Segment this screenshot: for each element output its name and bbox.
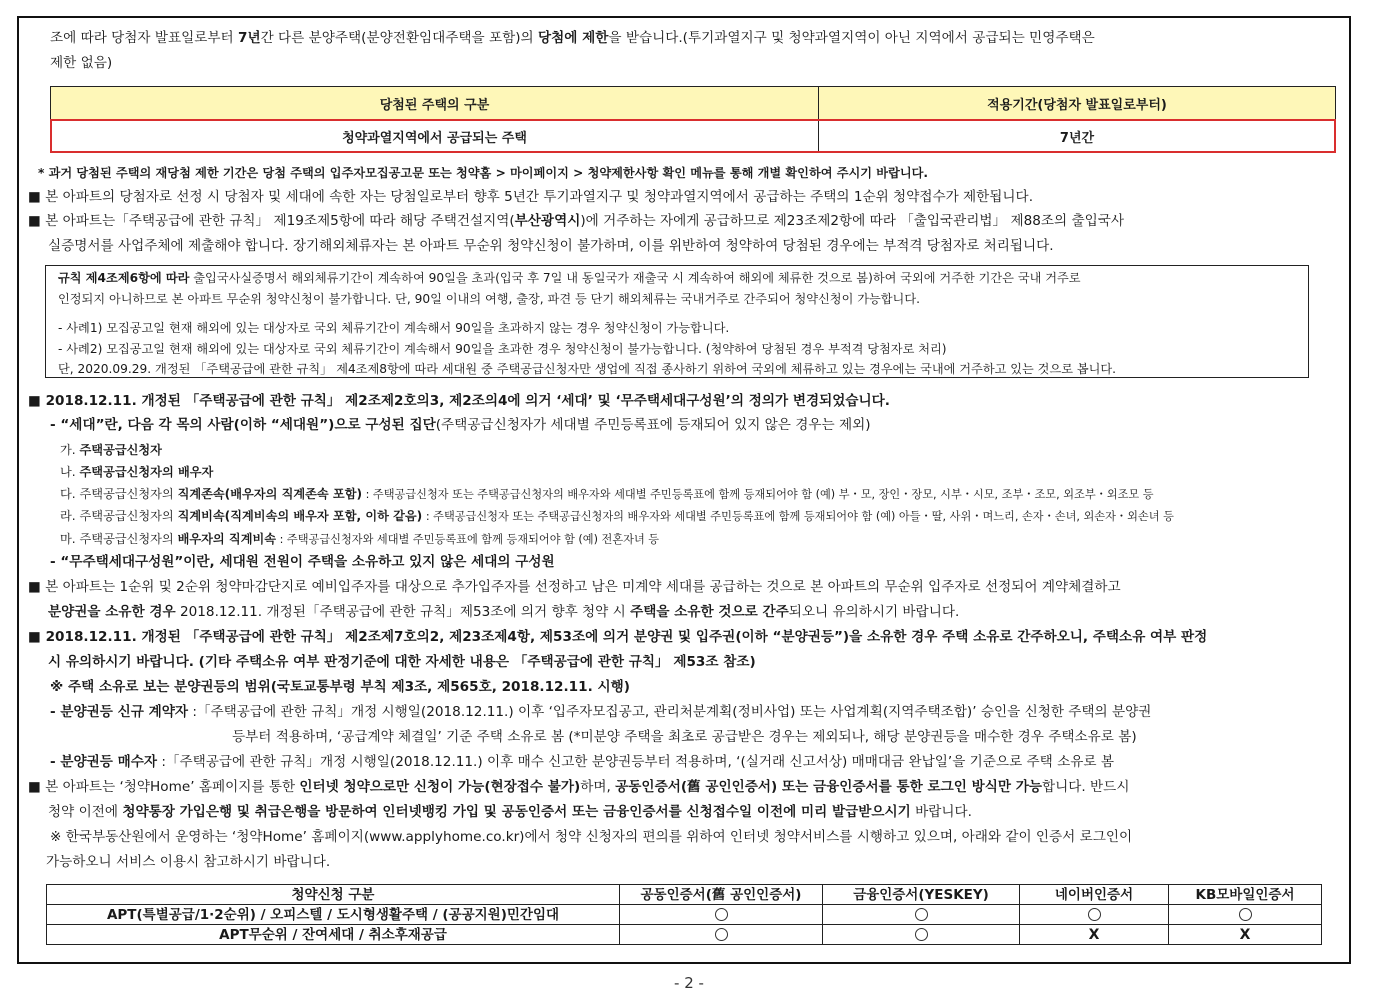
certificate-table: [46, 884, 1322, 945]
bullet-3: ■ 2018.12.11. 개정된 「주택공급에 관한 규칙」 제2조제2호의3, 제2조의4에 의거 ‘세대’ 및 ‘무주택세대구성원’의 정의가 변경되었습니다.: [28, 393, 890, 409]
circle-icon: [1239, 908, 1252, 921]
header-kb-cert: KB모바일인증서: [1169, 885, 1322, 905]
bullet-5-line-3: ※ 주택 소유로 보는 분양권등의 범위(국토교통부령 부칙 제3조, 제565호, 2018.12.11. 시행): [50, 679, 630, 695]
header-joint-cert: 공동인증서(舊 공인인증서): [620, 885, 823, 905]
circle-icon: [715, 908, 728, 921]
row-label: APT(특별공급/1·2순위) / 오피스텔 / 도시형생활주택 / (공공지원)민간임대: [47, 905, 620, 925]
row-label: APT무순위 / 잔여세대 / 취소후재공급: [47, 925, 620, 945]
box-line-3: - 사례1) 모집공고일 현재 해외에 있는 대상자로 국외 체류기간이 계속해서 90일을 초과하지 않는 경우 청약신청이 가능합니다.: [58, 321, 730, 335]
circle-icon: [1088, 908, 1101, 921]
def-homeless-member: - “무주택세대구성원”이란, 세대원 전원이 주택을 소유하고 있지 않은 세대의 구성원: [50, 554, 555, 570]
bullet-2-line-1: ■ 본 아파트는「주택공급에 관한 규칙」 제19조제5항에 따라 해당 주택건설지역(부산광역시)에 거주하는 자에게 공급하므로 제23조제2항에 따라 「출입국관리법」 제88조의 출입국사: [28, 213, 1124, 229]
circle-icon: [915, 908, 928, 921]
bullet-6-line-2: 청약 이전에 청약통장 가입은행 및 취급은행을 방문하여 인터넷뱅킹 가입 및 공동인증서 또는 금융인증서를 신청접수일 이전에 미리 발급받으시기 바랍니다.: [48, 804, 972, 820]
x-mark: X: [1239, 926, 1251, 943]
restriction-table: [50, 86, 1336, 153]
header-naver-cert: 네이버인증서: [1020, 885, 1169, 905]
cell-available: [823, 905, 1020, 925]
cell-available: [823, 925, 1020, 945]
x-mark: X: [1088, 926, 1100, 943]
certificate-table-header: [47, 885, 1322, 905]
def-item-ra: 라. 주택공급신청자의 직계비속(직계비속의 배우자 포함, 이하 같음) : 주택공급신청자 또는 주택공급신청자의 배우자와 세대별 주민등록표에 함께 등재되어야 함 (예) 아들・딸, 사위・며느리, 손자・손녀, 외손자・외손녀 등: [60, 509, 1174, 523]
new-contractor-line-2: 등부터 적용하며, ‘공급계약 체결일’ 기준 주택 소유로 봄 (*미분양 주택을 최초로 공급받은 경우는 제외되나, 해당 분양권등을 매수한 경우 주택소유로 봄): [232, 729, 1137, 745]
applyhome-note-line-1: ※ 한국부동산원에서 운영하는 ‘청약Home’ 홈페이지(www.applyhome.co.kr)에서 청약 신청자의 편의를 위하여 인터넷 청약서비스를 시행하고 있으며, 아래와 같이 인증서 로그인이: [50, 829, 1133, 845]
bullet-icon: ■: [28, 393, 41, 409]
bullet-icon: ■: [28, 189, 41, 205]
cell-available: [620, 905, 823, 925]
cell-house-type: 청약과열지역에서 공급되는 주택: [51, 120, 819, 153]
cell-unavailable: [1020, 925, 1169, 945]
bullet-6-line-1: ■ 본 아파트는 ‘청약Home’ 홈페이지를 통한 인터넷 청약으로만 신청이 가능(현장접수 불가)하며, 공동인증서(舊 공인인증서) 또는 금융인증서를 통한 로그인 방식만 가능합니다. 반드시: [28, 779, 1130, 795]
box-line-2: 인정되지 아니하므로 본 아파트 무순위 청약신청이 불가합니다. 단, 90일 이내의 여행, 출장, 파견 등 단기 해외체류는 국내거주로 간주되어 청약신청이 가능합니다.: [58, 292, 920, 306]
intro-line-1: 조에 따라 당첨자 발표일로부터 7년간 다른 분양주택(분양전환임대주택을 포함)의 당첨에 제한을 받습니다.(투기과열지구 및 청약과열지역이 아닌 지역에서 공급되는 민영주택은: [50, 30, 1095, 46]
bullet-icon: ■: [28, 213, 41, 229]
def-item-ga: 가. 주택공급신청자: [60, 443, 162, 457]
box-line-5: 단, 2020.09.29. 개정된 「주택공급에 관한 규칙」 제4조제8항에 따라 세대원 중 주택공급신청자만 생업에 직접 종사하기 위하여 국외에 체류하고 있는 경우에는 국내에 거주하고 있는 것으로 봅니다.: [58, 362, 1117, 376]
bullet-4-line-1: ■ 본 아파트는 1순위 및 2순위 청약마감단지로 예비입주자를 대상으로 추가입주자를 선정하고 남은 미계약 세대를 공급하는 것으로 본 아파트의 무순위 입주자로 선정되어 계약체결하고: [28, 579, 1121, 595]
circle-icon: [715, 928, 728, 941]
certificate-table-row: [47, 925, 1322, 945]
cell-available: [620, 925, 823, 945]
bullet-icon: ■: [28, 779, 41, 795]
def-item-na: 나. 주택공급신청자의 배우자: [60, 465, 214, 479]
bullet-5-line-2: 시 유의하시기 바랍니다. (기타 주택소유 여부 판정기준에 대한 자세한 내용은 「주택공급에 관한 규칙」 제53조 참조): [48, 654, 756, 670]
box-line-1: 규칙 제4조제6항에 따라 출입국사실증명서 해외체류기간이 계속하여 90일을 초과(입국 후 7일 내 동일국가 재출국 시 계속하여 해외에 체류한 것으로 봄)하여 국외에 거주한 기간은 국내 거주로: [58, 271, 1081, 285]
header-category: 청약신청 구분: [47, 885, 620, 905]
circle-icon: [915, 928, 928, 941]
intro-line-2: 제한 없음): [50, 55, 113, 71]
bullet-icon: ■: [28, 579, 41, 595]
new-contractor-line-1: - 분양권등 신규 계약자 :「주택공급에 관한 규칙」개정 시행일(2018.12.11.) 이후 ‘입주자모집공고, 관리처분계획(정비사업) 또는 사업계획(지역주택조합)’ 승인을 신청한 주택의 분양권: [50, 704, 1152, 720]
restriction-table-row: [51, 120, 1336, 153]
def-item-ma: 마. 주택공급신청자의 배우자의 직계비속 : 주택공급신청자와 세대별 주민등록표에 함께 등재되어야 함 (예) 전혼자녀 등: [60, 532, 660, 546]
cell-unavailable: [1169, 925, 1322, 945]
bullet-5-line-1: ■ 2018.12.11. 개정된 「주택공급에 관한 규칙」 제2조제7호의2, 제23조제4항, 제53조에 의거 분양권 및 입주권(이하 “분양권등”)을 소유한 경우 주택 소유로 간주하오니, 주택소유 여부 판정: [28, 629, 1208, 645]
header-financial-cert: 금융인증서(YESKEY): [823, 885, 1020, 905]
cell-available: [1020, 905, 1169, 925]
def-item-da: 다. 주택공급신청자의 직계존속(배우자의 직계존속 포함) : 주택공급신청자 또는 주택공급신청자의 배우자와 세대별 주민등록표에 함께 등재되어야 함 (예) 부・모, 장인・장모, 시부・시모, 조부・조모, 외조부・외조모 등: [60, 487, 1154, 501]
applyhome-note-line-2: 가능하오니 서비스 이용시 참고하시기 바랍니다.: [46, 854, 331, 870]
cell-available: [1169, 905, 1322, 925]
bullet-1: ■ 본 아파트의 당첨자로 선정 시 당첨자 및 세대에 속한 자는 당첨일로부터 향후 5년간 투기과열지구 및 청약과열지역에서 공급하는 주택의 1순위 청약접수가 제한됩니다.: [28, 189, 1034, 205]
header-period: 적용기간(당첨자 발표일로부터): [819, 87, 1336, 120]
certificate-table-row: [47, 905, 1322, 925]
restriction-table-header: [51, 87, 1336, 120]
buyer-line: - 분양권등 매수자 :「주택공급에 관한 규칙」개정 시행일(2018.12.11.) 이후 매수 신고한 분양권등부터 적용하며, ‘(실거래 신고서상) 매매대금 완납일’을 기준으로 주택 소유로 봄: [50, 754, 1114, 770]
def-household: - “세대”란, 다음 각 목의 사람(이하 “세대원”)으로 구성된 집단(주택공급신청자가 세대별 주민등록표에 등재되어 있지 않은 경우는 제외): [50, 417, 871, 433]
cell-period: 7년간: [819, 120, 1336, 153]
bullet-2-line-2: 실증명서를 사업주체에 제출해야 합니다. 장기해외체류자는 본 아파트 무순위 청약신청이 불가하며, 이를 위반하여 청약하여 당첨된 경우에는 부적격 당첨자로 처리됩니다.: [48, 238, 1054, 254]
header-house-type: 당첨된 주택의 구분: [51, 87, 819, 120]
page-number: - 2 -: [674, 974, 704, 992]
bullet-4-line-2: 분양권을 소유한 경우 2018.12.11. 개정된「주택공급에 관한 규칙」제53조에 의거 향후 청약 시 주택을 소유한 것으로 간주되오니 유의하시기 바랍니다.: [48, 604, 960, 620]
star-note: * 과거 당첨된 주택의 재당첨 제한 기간은 당첨 주택의 입주자모집공고문 또는 청약홈 > 마이페이지 > 청약제한사항 확인 메뉴를 통해 개별 확인하여 주시기 바랍니다.: [38, 166, 929, 180]
box-line-4: - 사례2) 모집공고일 현재 해외에 있는 대상자로 국외 체류기간이 계속해서 90일을 초과한 경우 청약신청이 불가능합니다. (청약하여 당첨된 경우 부적격 당첨자로 처리): [58, 342, 947, 356]
bullet-icon: ■: [28, 629, 41, 645]
